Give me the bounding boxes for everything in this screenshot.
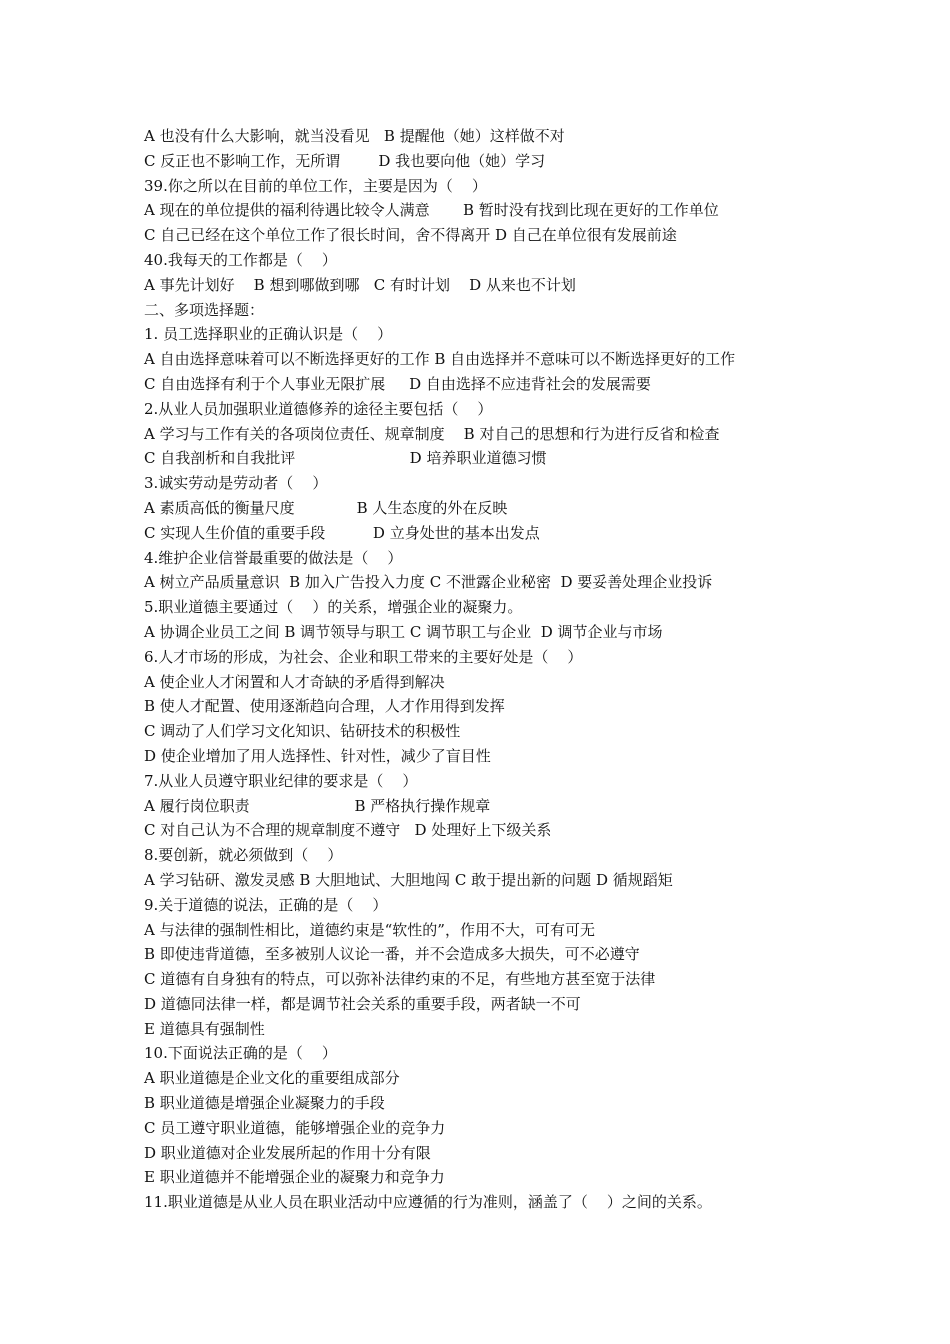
text-line: A 协调企业员工之间 B 调节领导与职工 C 调节职工与企业 D 调节企业与市场 bbox=[144, 622, 663, 641]
text-line: E 道德具有强制性 bbox=[144, 1019, 265, 1038]
text-line: A 与法律的强制性相比，道德约束是“软性的”，作用不大，可有可无 bbox=[144, 920, 595, 939]
text-line: A 素质高低的衡量尺度 B 人生态度的外在反映 bbox=[144, 498, 508, 517]
text-line: A 事先计划好 B 想到哪做到哪 C 有时计划 D 从来也不计划 bbox=[144, 275, 576, 294]
text-line: C 道德有自身独有的特点，可以弥补法律约束的不足，有些地方甚至宽于法律 bbox=[144, 970, 656, 989]
text-line: A 使企业人才闲置和人才奇缺的矛盾得到解决 bbox=[144, 672, 445, 691]
text-line: E 职业道德并不能增强企业的凝聚力和竞争力 bbox=[144, 1168, 445, 1187]
text-line: C 员工遵守职业道德，能够增强企业的竞争力 bbox=[144, 1118, 446, 1137]
question-6: 6.人才市场的形成，为社会、企业和职工带来的主要好处是（ ） bbox=[144, 647, 583, 666]
question-4: 4.维护企业信誉最重要的做法是（ ） bbox=[144, 548, 403, 567]
question-2: 2.从业人员加强职业道德修养的途径主要包括（ ） bbox=[144, 399, 493, 418]
text-line: C 自由选择有利于个人事业无限扩展 D 自由选择不应违背社会的发展需要 bbox=[144, 374, 651, 393]
question-10: 10.下面说法正确的是（ ） bbox=[144, 1044, 337, 1063]
text-line: C 反正也不影响工作，无所谓 D 我也要向他（她）学习 bbox=[144, 151, 546, 170]
text-line: A 现在的单位提供的福利待遇比较令人满意 B 暂时没有找到比现在更好的工作单位 bbox=[144, 201, 719, 220]
text-line: B 即使违背道德，至多被别人议论一番，并不会造成多大损失，可不必遵守 bbox=[144, 945, 640, 964]
text-line: C 调动了人们学习文化知识、钻研技术的积极性 bbox=[144, 722, 461, 741]
question-11: 11.职业道德是从业人员在职业活动中应遵循的行为准则，涵盖了（ ）之间的关系。 bbox=[144, 1193, 712, 1212]
question-5: 5.职业道德主要通过（ ）的关系，增强企业的凝聚力。 bbox=[144, 598, 523, 617]
text-line: C 实现人生价值的重要手段 D 立身处世的基本出发点 bbox=[144, 523, 540, 542]
text-line: A 职业道德是企业文化的重要组成部分 bbox=[144, 1069, 400, 1088]
text-line: B 职业道德是增强企业凝聚力的手段 bbox=[144, 1094, 385, 1113]
text-line: D 道德同法律一样，都是调节社会关系的重要手段，两者缺一不可 bbox=[144, 994, 581, 1013]
text-line: C 自己已经在这个单位工作了很长时间，舍不得离开 D 自己在单位很有发展前途 bbox=[144, 226, 677, 245]
question-1: 1. 员工选择职业的正确认识是（ ） bbox=[144, 325, 393, 344]
document-body bbox=[144, 124, 844, 1215]
section-heading: 二、多项选择题： bbox=[144, 300, 265, 319]
question-40: 40.我每天的工作都是（ ） bbox=[144, 250, 337, 269]
text-line: C 对自己认为不合理的规章制度不遵守 D 处理好上下级关系 bbox=[144, 821, 552, 840]
question-3: 3.诚实劳动是劳动者（ ） bbox=[144, 474, 328, 493]
text-line: A 也没有什么大影响，就当没看见 B 提醒他（她）这样做不对 bbox=[144, 127, 565, 145]
text-line: A 树立产品质量意识 B 加入广告投入力度 C 不泄露企业秘密 D 要妥善处理企业投诉 bbox=[144, 573, 713, 592]
text-line: C 自我剖析和自我批评 D 培养职业道德习惯 bbox=[144, 449, 547, 468]
text-line: D 职业道德对企业发展所起的作用十分有限 bbox=[144, 1143, 431, 1162]
text-line: A 自由选择意味着可以不断选择更好的工作 B 自由选择并不意味可以不断选择更好的工作 bbox=[144, 350, 736, 369]
question-7: 7.从业人员遵守职业纪律的要求是（ ） bbox=[144, 771, 418, 790]
question-8: 8.要创新，就必须做到（ ） bbox=[144, 846, 343, 865]
text-line: A 履行岗位职责 B 严格执行操作规章 bbox=[144, 796, 491, 815]
question-9: 9.关于道德的说法，正确的是（ ） bbox=[144, 895, 388, 914]
question-39: 39.你之所以在目前的单位工作，主要是因为（ ） bbox=[144, 176, 487, 195]
text-line: B 使人才配置、使用逐渐趋向合理，人才作用得到发挥 bbox=[144, 697, 505, 716]
text-line: A 学习与工作有关的各项岗位责任、规章制度 B 对自己的思想和行为进行反省和检查 bbox=[144, 424, 720, 443]
text-line: A 学习钻研、激发灵感 B 大胆地试、大胆地闯 C 敢于提出新的问题 D 循规蹈矩 bbox=[144, 870, 673, 889]
text-line: D 使企业增加了用人选择性、针对性，减少了盲目性 bbox=[144, 746, 491, 765]
